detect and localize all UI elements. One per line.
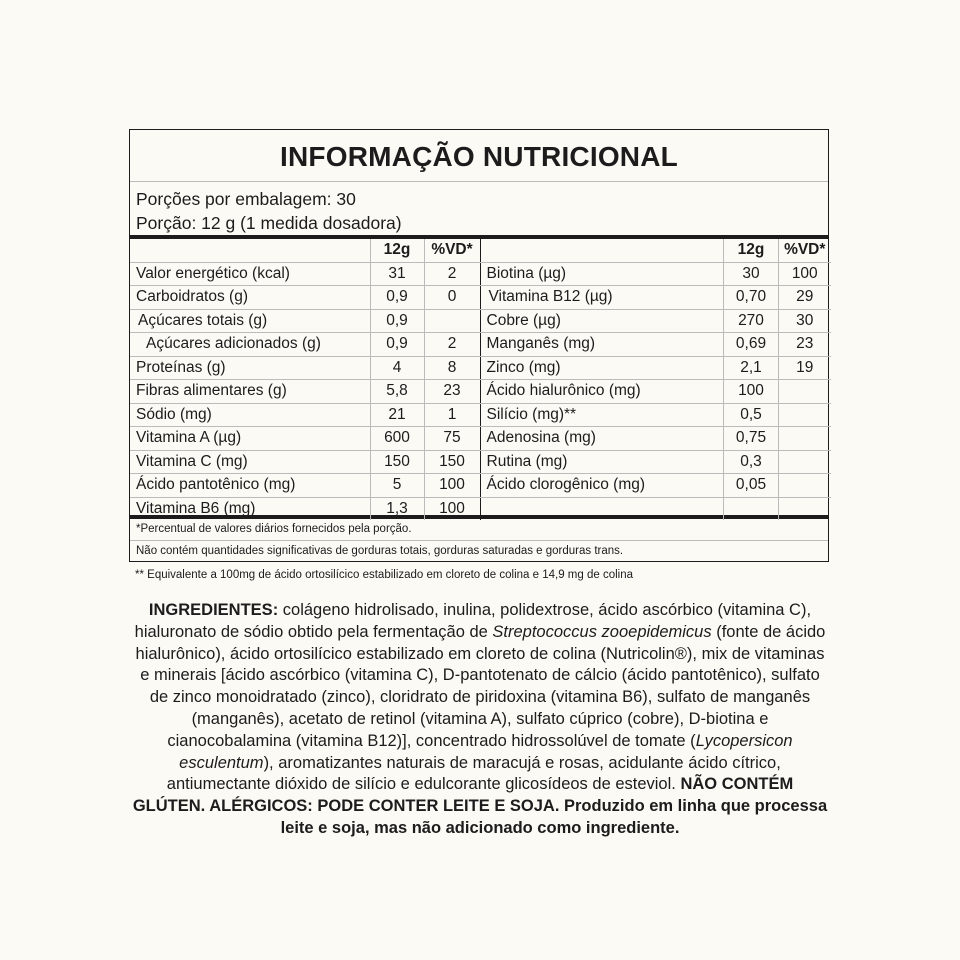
right-table-header (481, 239, 831, 262)
table-row (481, 333, 831, 357)
table-row (130, 380, 480, 404)
nutrient-name (481, 497, 724, 520)
footnote-trans-fat: Não contém quantidades significativas de gorduras totais, gorduras saturadas e gorduras trans. (136, 545, 624, 557)
ingredients-label: INGREDIENTES: (148, 601, 279, 619)
nutrient-vd: 100 (779, 262, 831, 286)
nutrient-amount: 0,9 (370, 286, 424, 310)
nutrient-vd: 2 (424, 333, 480, 357)
table-row (130, 497, 480, 520)
table-row (481, 380, 831, 404)
table-row (130, 262, 480, 286)
nutrient-vd: 100 (424, 497, 480, 520)
table-row (130, 286, 480, 310)
table-row (481, 497, 831, 520)
nutrient-name: Cobre (µg) (481, 309, 724, 333)
nutrient-vd: 100 (424, 474, 480, 498)
table-row (481, 450, 831, 474)
header-blank (130, 239, 370, 262)
table-row (130, 333, 480, 357)
nutrient-vd: 1 (424, 403, 480, 427)
nutrient-vd (779, 450, 831, 474)
nutrient-amount: 31 (370, 262, 424, 286)
nutrient-name: Manganês (mg) (481, 333, 724, 357)
ingredients-text (130, 600, 830, 840)
table-row (481, 309, 831, 333)
nutrient-vd: 75 (424, 427, 480, 451)
table-row (481, 474, 831, 498)
nutrient-name: Valor energético (kcal) (130, 262, 370, 286)
nutrient-vd (779, 474, 831, 498)
ingredients-species-2: Lycopersicon esculentum (179, 731, 793, 772)
nutrient-vd: 29 (779, 286, 831, 310)
nutrient-vd (779, 380, 831, 404)
table-row (481, 286, 831, 310)
ingredients-species-1: Streptococcus zooepidemicus (492, 622, 712, 641)
header-vd: %VD* (424, 239, 480, 262)
header-blank (481, 239, 724, 262)
nutrient-name: Vitamina A (µg) (130, 427, 370, 451)
nutrient-vd (779, 403, 831, 427)
nutrient-amount: 0,9 (370, 333, 424, 357)
nutrient-name: Açúcares totais (g) (130, 309, 370, 333)
nutrient-vd (779, 427, 831, 451)
nutrient-name: Ácido clorogênico (mg) (481, 474, 724, 498)
nutrient-name: Sódio (mg) (130, 403, 370, 427)
nutrient-amount: 21 (370, 403, 424, 427)
table-row (130, 450, 480, 474)
nutrient-amount: 5 (370, 474, 424, 498)
header-amount: 12g (724, 239, 779, 262)
nutrient-vd: 8 (424, 356, 480, 380)
nutrient-amount: 270 (724, 309, 779, 333)
table-row (130, 309, 480, 333)
nutrient-amount: 4 (370, 356, 424, 380)
nutrient-vd: 30 (779, 309, 831, 333)
ingredients-text-3: ), aromatizantes naturais de maracujá e rosas, acidulante ácido cítrico, antiumectante dióxido de silício e edulcorante glicosídeos de esteviol. (166, 753, 781, 794)
nutrient-amount: 0,9 (370, 309, 424, 333)
nutrient-name: Ácido hialurônico (mg) (481, 380, 724, 404)
nutrient-name: Zinco (mg) (481, 356, 724, 380)
nutrient-name: Fibras alimentares (g) (130, 380, 370, 404)
header-vd: %VD* (779, 239, 831, 262)
header-amount: 12g (370, 239, 424, 262)
right-nutrient-table (481, 239, 831, 520)
nutrient-name: Carboidratos (g) (130, 286, 370, 310)
table-row (481, 427, 831, 451)
nutrient-name: Biotina (µg) (481, 262, 724, 286)
nutrient-name: Adenosina (mg) (481, 427, 724, 451)
nutrient-name: Vitamina B12 (µg) (481, 286, 724, 310)
nutrient-amount (724, 497, 779, 520)
table-row (481, 356, 831, 380)
portion-info (130, 182, 828, 232)
nutrient-amount: 0,05 (724, 474, 779, 498)
ingredients-text-2: (fonte de ácido hialurônico), ácido ortosilícico estabilizado em cloreto de colina (Nutricolin®), mix de vitaminas e minerais [ácido ascórbico (vitamina C), D-pantotenato de cálcio (ácido pantotênico), sulfato de zinco monoidratado (zinco), cloridrato de piridoxina (vitamina B6), sulfato de manganês (manganês), acetato de retinol (vitamina A), sulfato cúprico (cobre), D-biotina e cianocobalamina (vitamina B12)], concentrado hidrossolúvel de tomate ( (135, 622, 826, 750)
footnote-silicon: ** Equivalente a 100mg de ácido ortosilícico estabilizado em cloreto de colina e 14,9 mg de colina (135, 569, 633, 581)
nutrient-amount: 0,70 (724, 286, 779, 310)
table-row (130, 356, 480, 380)
nutrient-name: Vitamina C (mg) (130, 450, 370, 474)
nutrient-vd: 19 (779, 356, 831, 380)
footnote-vd: *Percentual de valores diários fornecidos pela porção. (130, 519, 828, 541)
table-row (481, 262, 831, 286)
portions-per-package: Porções por embalagem: 30 (136, 189, 356, 209)
ingredients-text-1: colágeno hidrolisado, inulina, polidextrose, ácido ascórbico (vitamina C), hialuronato de sódio obtido pela fermentação de (134, 601, 812, 641)
portion-size: Porção: 12 g (1 medida dosadora) (136, 213, 402, 233)
nutrient-name: Ácido pantotênico (mg) (130, 474, 370, 498)
nutrition-facts-panel (129, 129, 829, 562)
nutrient-vd (779, 497, 831, 520)
nutrient-amount: 600 (370, 427, 424, 451)
nutrient-amount: 0,3 (724, 450, 779, 474)
nutrient-vd (424, 309, 480, 333)
nutrient-amount: 30 (724, 262, 779, 286)
table-row (130, 427, 480, 451)
nutrient-amount: 2,1 (724, 356, 779, 380)
nutrient-name: Rutina (mg) (481, 450, 724, 474)
left-nutrient-table (130, 239, 481, 520)
nutrient-amount: 0,69 (724, 333, 779, 357)
nutrient-amount: 100 (724, 380, 779, 404)
left-table-header (130, 239, 480, 262)
nutrient-vd: 150 (424, 450, 480, 474)
table-row (130, 403, 480, 427)
nutrient-tables (130, 239, 828, 515)
table-row (130, 474, 480, 498)
nutrient-name: Vitamina B6 (mg) (136, 499, 256, 517)
panel-title: INFORMAÇÃO NUTRICIONAL (130, 130, 828, 182)
nutrient-amount: 150 (370, 450, 424, 474)
nutrient-name: Silício (mg)** (481, 403, 724, 427)
nutrient-vd: 0 (424, 286, 480, 310)
nutrient-amount: 5,8 (370, 380, 424, 404)
allergen-warning: NÃO CONTÉM GLÚTEN. ALÉRGICOS: PODE CONTER LEITE E SOJA. Produzido em linha que processa leite e soja, mas não adicionado como ingrediente. (132, 775, 828, 837)
nutrient-vd: 23 (424, 380, 480, 404)
nutrient-name: Proteínas (g) (130, 356, 370, 380)
nutrient-vd: 2 (424, 262, 480, 286)
nutrient-amount: 0,5 (724, 403, 779, 427)
table-row (481, 403, 831, 427)
nutrient-amount: 0,75 (724, 427, 779, 451)
nutrient-name: Açúcares adicionados (g) (130, 333, 370, 357)
nutrient-amount: 1,3 (370, 497, 424, 520)
nutrient-vd: 23 (779, 333, 831, 357)
